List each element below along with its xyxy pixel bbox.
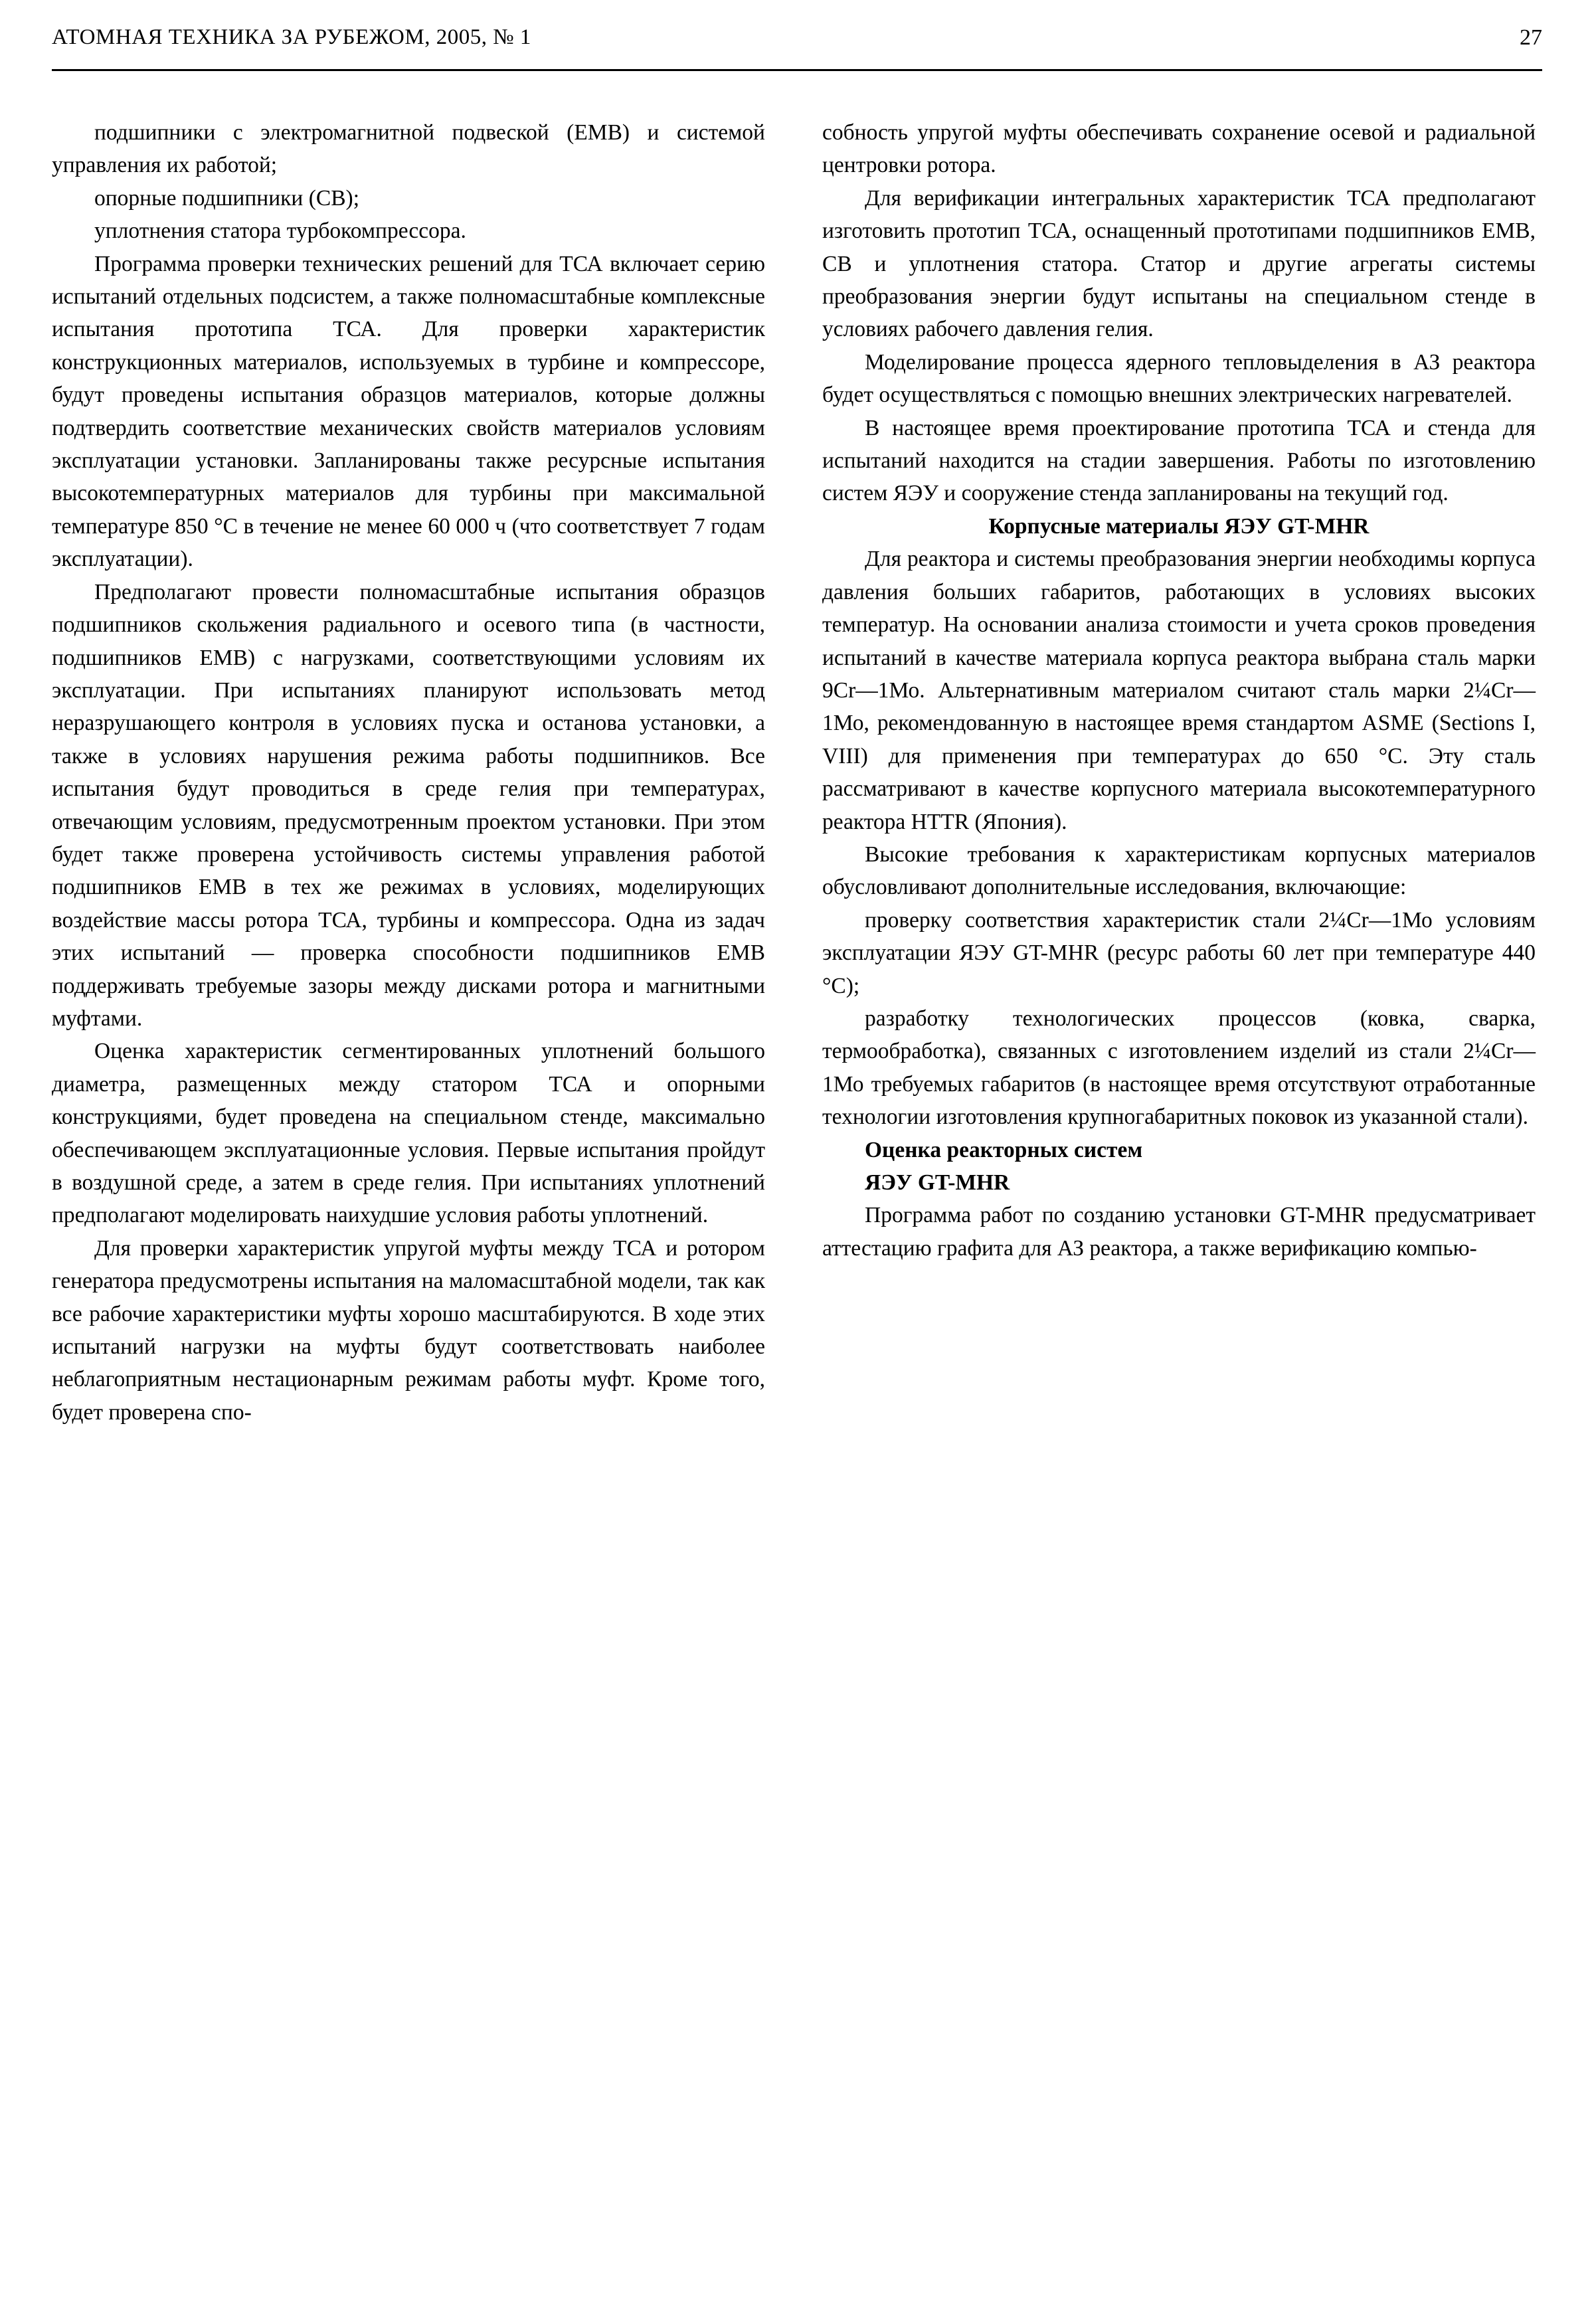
- two-column-body: [52, 116, 1542, 2311]
- paragraph: Высокие требования к характеристикам корпусных материалов обусловливают дополнительные исследования, включающие:: [822, 842, 1536, 900]
- paragraph: В настоящее время проектирование прототипа ТСА и стенда для испытаний находится на стадии завершения. Работы по изготовлению систем ЯЭУ и сооружение стенда запланированы на текущий год.: [822, 415, 1536, 506]
- section-heading-reactor-systems-line2: ЯЭУ GT-MHR: [865, 1170, 1010, 1195]
- left-column: [52, 116, 765, 2311]
- page-number: 27: [1520, 25, 1542, 50]
- paragraph: Программа проверки технических решений для ТСА включает серию испытаний отдельных подсистем, а также полномасштабные комплексные испытания прототипа ТСА. Для проверки характеристик конструкционных материалов, используемых в турбине и компрессоре, будут проведены испытания образцов материалов, которые должны подтвердить соответствие механических свойств материалов условиям эксплуатации установки. Запланированы также ресурсные испытания высокотемпературных материалов для турбины при максимальной температуре 850 °С в течение не менее 60 000 ч (что соответствует 7 годам эксплуатации).: [52, 251, 765, 572]
- paragraph: проверку соответствия характеристик стали 2¼Cr—1Мо условиям эксплуатации ЯЭУ GT-MHR (ресурс работы 60 лет при температуре 440 °С);: [822, 907, 1536, 998]
- journal-title: АТОМНАЯ ТЕХНИКА ЗА РУБЕЖОМ, 2005, № 1: [52, 25, 531, 49]
- paragraph: опорные подшипники (СВ);: [94, 185, 360, 211]
- page-header: [52, 25, 1542, 65]
- paragraph: уплотнения статора турбокомпрессора.: [94, 219, 466, 244]
- paragraph: Предполагают провести полномасштабные испытания образцов подшипников скольжения радиального и осевого типа (в частности, подшипников ЕМВ) с нагрузками, соответствующими условиям их эксплуатации. При испытаниях планируют использовать метод неразрушающего контроля в условиях пуска и останова установки, а также в условиях нарушения режима работы подшипников. Все испытания будут проводиться в среде гелия при температурах, отвечающим условиям, предусмотренным проектом установки. При этом будет также проверена устойчивость системы управления работой подшипников ЕМВ в тех же режимах в условиях, моделирующих воздействие массы ротора ТСА, турбины и компрессора. Одна из задач этих испытаний — проверка способности подшипников ЕМВ поддерживать требуемые зазоры между дисками ротора и магнитными муфтами.: [52, 579, 765, 1031]
- paragraph: Моделирование процесса ядерного тепловыделения в АЗ реактора будет осуществляться с помощью внешних электрических нагревателей.: [822, 349, 1536, 408]
- paragraph: собность упругой муфты обеспечивать сохранение осевой и радиальной центровки ротора.: [822, 120, 1536, 178]
- section-heading-reactor-systems-line1: Оценка реакторных систем: [865, 1137, 1143, 1162]
- paragraph: Для реактора и системы преобразования энергии необходимы корпуса давления больших габаритов, работающих в условиях высоких температур. На основании анализа стоимости и учета сроков проведения испытаний в качестве материала корпуса реактора выбрана сталь марки 9Cr—1Мо. Альтернативным материалом считают сталь марки 2¼Cr—1Мо, рекомендованную в настоящее время стандартом ASME (Sections I, VIII) для применения при температурах до 650 °С. Эту сталь рассматривают в качестве корпусного материала высокотемпературного реактора HTTR (Япония).: [822, 547, 1536, 834]
- paragraph: Оценка характеристик сегментированных уплотнений большого диаметра, размещенных между статором ТСА и опорными конструкциями, будет проведена на специальном стенде, максимально обеспечивающем эксплуатационные условия. Первые испытания пройдут в воздушной среде, а затем в среде гелия. При испытаниях уплотнений предполагают моделировать наихудшие условия работы уплотнений.: [52, 1039, 765, 1228]
- header-divider: [52, 69, 1542, 71]
- paragraph: Программа работ по созданию установки GT-MHR предусматривает аттестацию графита для АЗ реактора, а также верификацию компью-: [822, 1203, 1536, 1261]
- paragraph: подшипники с электромагнитной подвеской (ЕМВ) и системой управления их работой;: [52, 120, 765, 178]
- paragraph: разработку технологических процессов (ковка, сварка, термообработка), связанных с изготовлением изделий из стали 2¼Cr—1Мо требуемых габаритов (в настоящее время отсутствуют отработанные технологии изготовления крупногабаритных поковок из указанной стали).: [822, 1006, 1536, 1130]
- paragraph: Для проверки характеристик упругой муфты между ТСА и ротором генератора предусмотрены испытания на маломасштабной модели, так как все рабочие характеристики муфты хорошо масштабируются. В ходе этих испытаний нагрузки на муфты будут соответствовать наиболее неблагоприятным нестационарным режимам работы муфт. Кроме того, будет проверена спо-: [52, 1235, 765, 1425]
- right-column: [822, 116, 1536, 2311]
- paragraph: Для верификации интегральных характеристик ТСА предполагают изготовить прототип ТСА, оснащенный прототипами подшипников ЕМВ, СВ и уплотнения статора. Статор и другие агрегаты системы преобразования энергии будут испытаны на специальном стенде в условиях рабочего давления гелия.: [822, 185, 1536, 342]
- section-heading-vessel-materials: Корпусные материалы ЯЭУ GT-MHR: [988, 513, 1370, 539]
